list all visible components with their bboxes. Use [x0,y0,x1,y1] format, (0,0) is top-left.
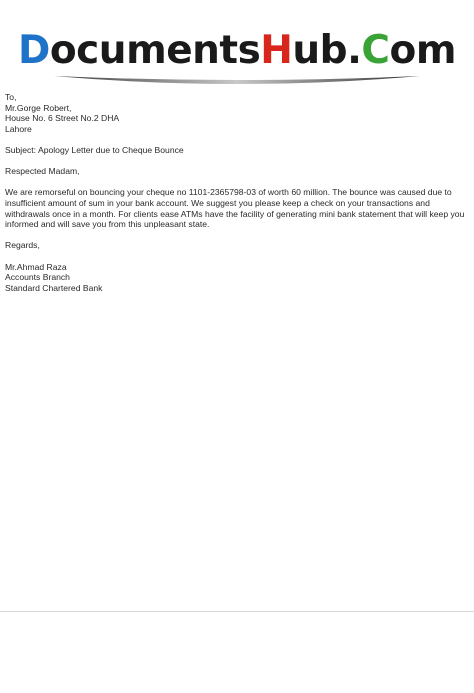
page-divider [0,611,474,612]
subject-line: Subject: Apology Letter due to Cheque Bounce [5,144,184,155]
logo-part-c: C [361,28,390,73]
logo-part-om: om [389,28,456,73]
salutation: Respected Madam, [5,166,80,177]
recipient-line: Lahore [5,123,32,134]
recipient-line: House No. 6 Street No.2 DHA [5,113,120,124]
letter-body [5,92,467,293]
logo-wordmark [0,28,474,74]
recipient-line: To, [5,92,17,102]
logo-part-d: D [18,28,50,73]
body-paragraph: We are remorseful on bouncing your cheque no 1101-2365798-03 of worth 60 million. The bounce was caused due to insufficient amount of sum in your bank account. We suggest you please keep a check on your transactions and withdrawals once in a month. For clients ease ATMs have the facility of generating mini bank statement that will keep you informed and will save you from this unpleasant state. [5,187,465,230]
documentshub-logo [0,28,474,88]
signature-line: Mr.Ahmad Raza [5,261,67,272]
recipient-line: Mr.Gorge Robert, [5,102,72,113]
logo-swoosh-icon [52,72,422,88]
logo-part-h: H [260,28,293,73]
logo-part-ocuments: ocuments [49,28,261,73]
closing: Regards, [5,240,40,251]
logo-part-ub: ub. [292,28,362,73]
signature-line: Accounts Branch [5,272,70,283]
signature-line: Standard Chartered Bank [5,282,103,293]
